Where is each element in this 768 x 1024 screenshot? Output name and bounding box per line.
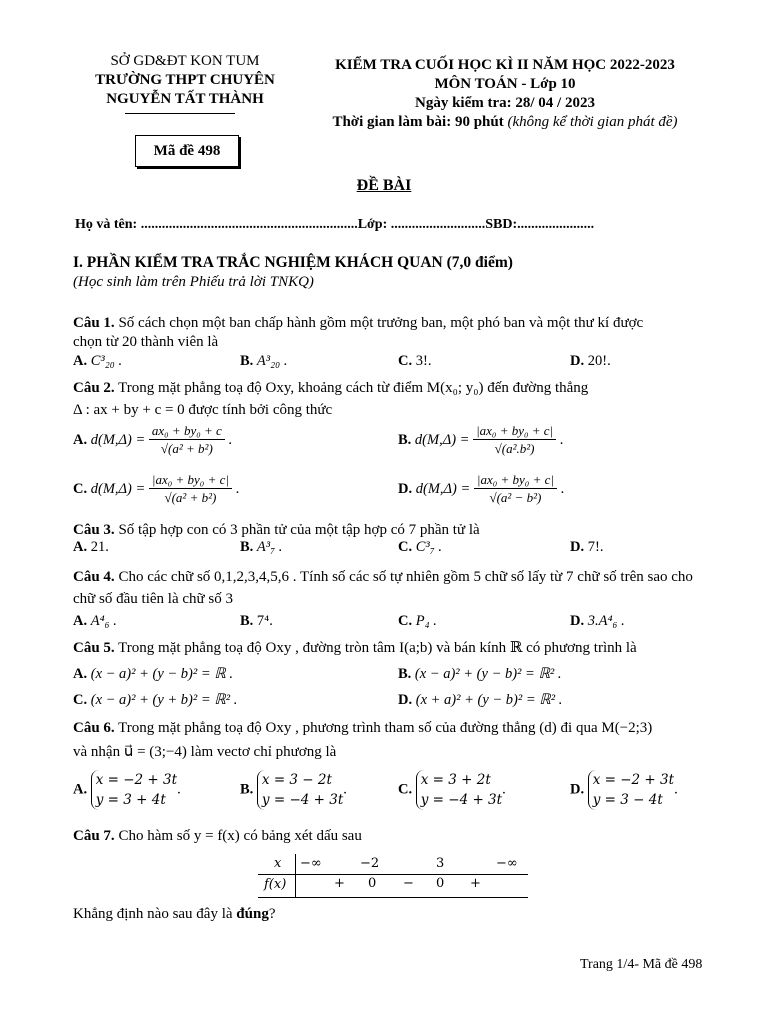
- question-4: Câu 4. Cho các chữ số 0,1,2,3,4,5,6 . Tính số các số tự nhiên gồm 5 chữ số lấy từ 7 chữ số trên sao cho: [73, 569, 693, 585]
- q2-text-2: Δ : ax + by + c = 0 được tính bởi công thức: [73, 402, 333, 418]
- sign-table-f-4: 0: [436, 876, 445, 891]
- q5-option-b: B. (x − a)² + (y − b)² = ℝ² .: [398, 666, 562, 682]
- q7-question: Khẳng định nào sau đây là đúng?: [73, 906, 276, 922]
- sign-table-f-label: f(x): [264, 877, 287, 892]
- q3-option-d: D. 7!.: [570, 539, 604, 555]
- exam-time: Thời gian làm bài: 90 phút: [332, 114, 504, 130]
- q3-option-b: B. A³₇ .: [240, 539, 283, 555]
- school-header: [60, 52, 310, 109]
- q6-option-d: D. x = −2 + 3t y = 3 − 4t.: [570, 772, 678, 808]
- sign-table: [258, 854, 528, 898]
- exam-subject: MÔN TOÁN - Lớp 10: [434, 76, 576, 92]
- section-note: (Học sinh làm trên Phiếu trả lời TNKQ): [73, 274, 314, 290]
- school-name-1: TRƯỜNG THPT CHUYÊN: [95, 72, 275, 88]
- sign-table-f-3: −: [403, 876, 414, 891]
- q6-option-c: C. x = 3 + 2t y = −4 + 3t.: [398, 772, 506, 808]
- q1-text: Số cách chọn một ban chấp hành gồm một trưởng ban, một phó ban và một thư kí được: [118, 315, 644, 331]
- dept-name: SỞ GD&ĐT KON TUM: [110, 53, 260, 69]
- q5-option-c: C. (x − a)² + (y + b)² = ℝ² .: [73, 692, 238, 708]
- q2-text: Trong mặt phẳng toạ độ Oxy, khoảng cách từ điểm M(x₀; y₀) đến đường thẳng: [118, 380, 589, 396]
- q1-option-d: D. 20!.: [570, 353, 611, 369]
- sign-table-x-2: −2: [360, 856, 380, 871]
- q5-option-a: A. (x − a)² + (y − b)² = ℝ .: [73, 666, 233, 682]
- exam-time-note: (không kể thời gian phát đề): [507, 114, 678, 130]
- question-2: Câu 2. Trong mặt phẳng toạ độ Oxy, khoảng cách từ điểm M(x₀; y₀) đến đường thẳng: [73, 380, 589, 396]
- q1-option-a: A. C³₂₀ .: [73, 353, 123, 369]
- school-name-2: NGUYỄN TẤT THÀNH: [106, 91, 264, 107]
- q6-text-2: và nhận u⃗ = (3;−4) làm vectơ chỉ phương là: [73, 744, 337, 760]
- section-heading: I. PHẦN KIỂM TRA TRẮC NGHIỆM KHÁCH QUAN (7,0 điểm): [73, 254, 513, 271]
- q5-text: Trong mặt phẳng toạ độ Oxy , đường tròn tâm I(a;b) và bán kính ℝ có phương trình là: [118, 640, 637, 656]
- sign-table-x-3: 3: [436, 856, 445, 871]
- exam-header: [300, 56, 710, 132]
- q3-option-c: C. C³₇ .: [398, 539, 443, 555]
- exam-code-box: Mã đề 498: [135, 135, 239, 167]
- student-info-line: Họ và tên: ..............................................................Lớp: ...........................SBD:......................: [75, 217, 595, 232]
- question-3: Câu 3. Số tập hợp con có 3 phần tử của một tập hợp có 7 phần tử là: [73, 522, 480, 538]
- q2-option-a: A. d(M,Δ) = $\frac{\text{ax₀ + by₀ + c}}{\text{√(a² + b²)}}$ .: [73, 423, 233, 456]
- q4-option-a: A. A⁴₆ .: [73, 613, 117, 629]
- q4-text-2: chữ số đầu tiên là chữ số 3: [73, 591, 233, 607]
- q6-text: Trong mặt phẳng toạ độ Oxy , phương trình tham số của đường thẳng (d) đi qua M(−2;3): [118, 720, 653, 736]
- sign-table-f-1: +: [334, 876, 345, 891]
- q4-option-c: C. P₄ .: [398, 613, 437, 629]
- sign-table-x-4: −∞: [496, 856, 518, 871]
- q1-option-c: C. 3!.: [398, 353, 432, 369]
- page-title: ĐỀ BÀI: [356, 177, 412, 194]
- header-underline: [125, 113, 235, 114]
- sign-table-f-5: +: [470, 876, 481, 891]
- q6-option-a: A. x = −2 + 3t y = 3 + 4t.: [73, 772, 181, 808]
- page-footer: Trang 1/4- Mã đề 498: [580, 957, 703, 972]
- question-1: [73, 313, 643, 333]
- question-6: Câu 6. Trong mặt phẳng toạ độ Oxy , phương trình tham số của đường thẳng (d) đi qua M(−2;3): [73, 720, 653, 736]
- q2-option-b: B. d(M,Δ) = $\frac{\text{|ax₀ + by₀ + c|}}{\text{√(a².b²)}}$ .: [398, 423, 564, 456]
- exam-date: Ngày kiểm tra: 28/ 04 / 2023: [415, 95, 595, 111]
- sign-table-x-1: −∞: [300, 856, 322, 871]
- question-7: Câu 7. Cho hàm số y = f(x) có bảng xét dấu sau: [73, 828, 362, 844]
- sign-table-f-2: 0: [368, 876, 377, 891]
- q1-text-2: chọn từ 20 thành viên là: [73, 334, 219, 350]
- q5-option-d: D. (x + a)² + (y − b)² = ℝ² .: [398, 692, 563, 708]
- q4-option-d: D. 3.A⁴₆ .: [570, 613, 625, 629]
- q4-text: Cho các chữ số 0,1,2,3,4,5,6 . Tính số các số tự nhiên gồm 5 chữ số lấy từ 7 chữ số trên sao cho: [118, 569, 693, 585]
- q2-option-d: D. d(M,Δ) = $\frac{\text{|ax₀ + by₀ + c|}}{\text{√(a² − b²)}}$ .: [398, 472, 565, 505]
- q3-option-a: A. 21.: [73, 539, 109, 555]
- q6-option-b: B. x = 3 − 2t y = −4 + 3t.: [240, 772, 347, 808]
- q7-text: Cho hàm số y = f(x) có bảng xét dấu sau: [118, 828, 362, 844]
- q2-option-c: C. d(M,Δ) = $\frac{\text{|ax₀ + by₀ + c|}}{\text{√(a² + b²)}}$ .: [73, 472, 240, 505]
- q3-text: Số tập hợp con có 3 phần tử của một tập hợp có 7 phần tử là: [118, 522, 480, 538]
- q1-label: Câu 1.: [73, 315, 115, 331]
- exam-title: KIỂM TRA CUỐI HỌC KÌ II NĂM HỌC 2022-2023: [335, 57, 675, 73]
- question-5: Câu 5. Trong mặt phẳng toạ độ Oxy , đường tròn tâm I(a;b) và bán kính ℝ có phương trình là: [73, 640, 637, 656]
- sign-table-x-label: x: [274, 856, 282, 871]
- q1-option-b: B. A³₂₀ .: [240, 353, 288, 369]
- q4-option-b: B. 7⁴.: [240, 613, 273, 629]
